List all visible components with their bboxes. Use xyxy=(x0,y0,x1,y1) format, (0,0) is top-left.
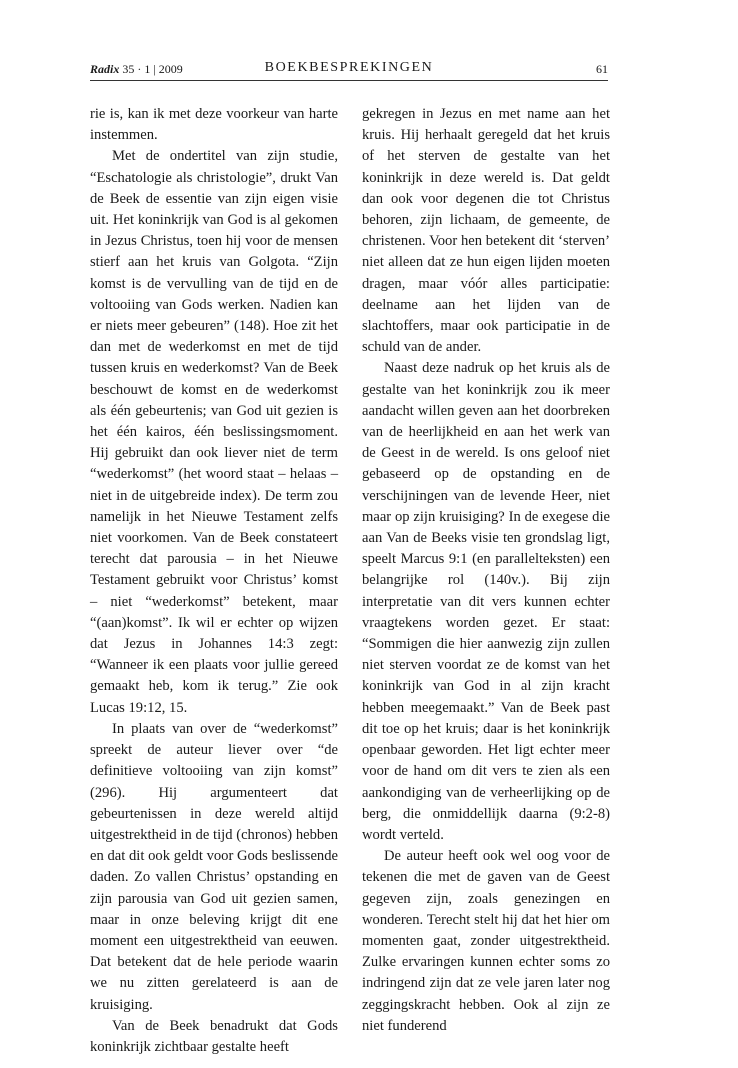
page-number: 61 xyxy=(596,62,608,76)
paragraph: gekregen in Jezus en met name aan het kruis. Hij herhaalt geregeld dat het kruis of het sterven de gestalte van het koninkrijk in deze wereld is. Dat geldt dan ook voor degenen die tot Christus behoren, zijn lichaam, de gemeente, de christenen. Voor hen betekent dit ‘sterven’ niet alleen dat ze hun eigen lijden moeten dragen, maar vóór alles participatie: deelname aan het lijden van de slachtoffers, maar ook participatie in de schuld van de ander. xyxy=(362,106,610,356)
journal-issue: 35 · 1 | 2009 xyxy=(119,62,183,76)
paragraph: Naast deze nadruk op het kruis als de gestalte van het koninkrijk zou ik meer aandacht willen geven aan het doorbreken van de heerlijkheid en aan het werk van de Geest in de wereld. Is ons geloof niet gebaseerd op de opstanding en de verschijningen van de levende Heer, niet maar op zijn kruisiging? In de exegese die aan Van de Beeks visie ten grondslag ligt, speelt Marcus 9:1 (en parallelteksten) een belangrijke rol (140v.). Bij zijn interpretatie van dit vers kunnen echter vraagtekens worden gezet. Er staat: “Sommigen die hier aanwezig zijn zullen niet sterven voordat ze de komst van het koninkrijk van God in al zijn kracht hebben meegemaakt.” Van de Beek past dit toe op het kruis; daar is het koninkrijk openbaar geworden. Het ligt echter meer voor de hand om dit vers te zien als een aankondiging van de verheerlijking op de berg, die onmiddellijk daarna (9:2-8) wordt verteld. xyxy=(362,360,610,843)
paragraph: In plaats van over de “wederkomst” spreekt de auteur liever over “de definitieve voltooiing van zijn komst” (296). Hij argumenteert dat gebeurtenissen in deze wereld altijd uitgestrektheid in de tijd (chronos) hebben en dat dit ook geldt voor Gods beslissende daden. Zo vallen Christus’ opstanding en zijn parousia van God uit gezien samen, maar in onze beleving krijgt dit ene moment een uitgestrektheid van eeuwen. Dat betekent dat de hele periode waarin we nu zitten gerelateerd is aan de kruisiging. xyxy=(90,720,338,1013)
paragraph: rie is, kan ik met deze voorkeur van harte instemmen. xyxy=(90,106,338,144)
paragraph: Met de ondertitel van zijn studie, “Eschatologie als christologie”, drukt Van de Beek de essentie van zijn eigen visie uit. Het koninkrijk van God is al gekomen in Jezus Christus, toen hij voor de mensen stierf aan het kruis van Golgota. “Zijn komst is de vervulling van de tijd en de voltooiing van Gods werken. Nadien kan er niets meer gebeuren” (148). Hoe zit het dan met de wederkomst en met de tijd tussen kruis en wederkomst? Van de Beek beschouwt de komst en de wederkomst als één gebeurtenis; van God uit gezien is het één kairos, één beslissingsmoment. Hij gebruikt dan ook liever niet de term “wederkomst” (het woord staat – helaas – niet in de uitgebreide index). De term zou namelijk in het Nieuwe Testament zelfs niet voorkomen. Van de Beek constateert terecht dat parousia – in het Nieuwe Testament gebruikt voor Christus’ komst – niet “wederkomst” betekent, maar “(aan)komst”. Ik wil er echter op wijzen dat Jezus in Johannes 14:3 zegt: “Wanneer ik een plaats voor jullie gereed gemaakt heb, kom ik terug.” Zie ook Lucas 19:12, 15. xyxy=(90,148,338,716)
running-header xyxy=(90,60,608,82)
header-rule xyxy=(90,80,608,81)
section-title: BOEKBESPREKINGEN xyxy=(264,60,434,75)
paragraph: De auteur heeft ook wel oog voor de tekenen die met de gaven van de Geest gegeven zijn, zoals genezingen en wonderen. Terecht stelt hij dat het hier om momenten gaat, zonder uitgestrektheid. Zulke ervaringen kunnen echter soms zo indringend zijn dat ze vele jaren later nog zeggingskracht hebben. Ook al zijn ze niet funderend xyxy=(362,848,610,1034)
left-column xyxy=(90,104,338,1058)
journal-name: Radix xyxy=(90,62,120,76)
right-column xyxy=(362,104,610,1037)
paragraph: Van de Beek benadrukt dat Gods koninkrijk zichtbaar gestalte heeft xyxy=(90,1017,338,1055)
